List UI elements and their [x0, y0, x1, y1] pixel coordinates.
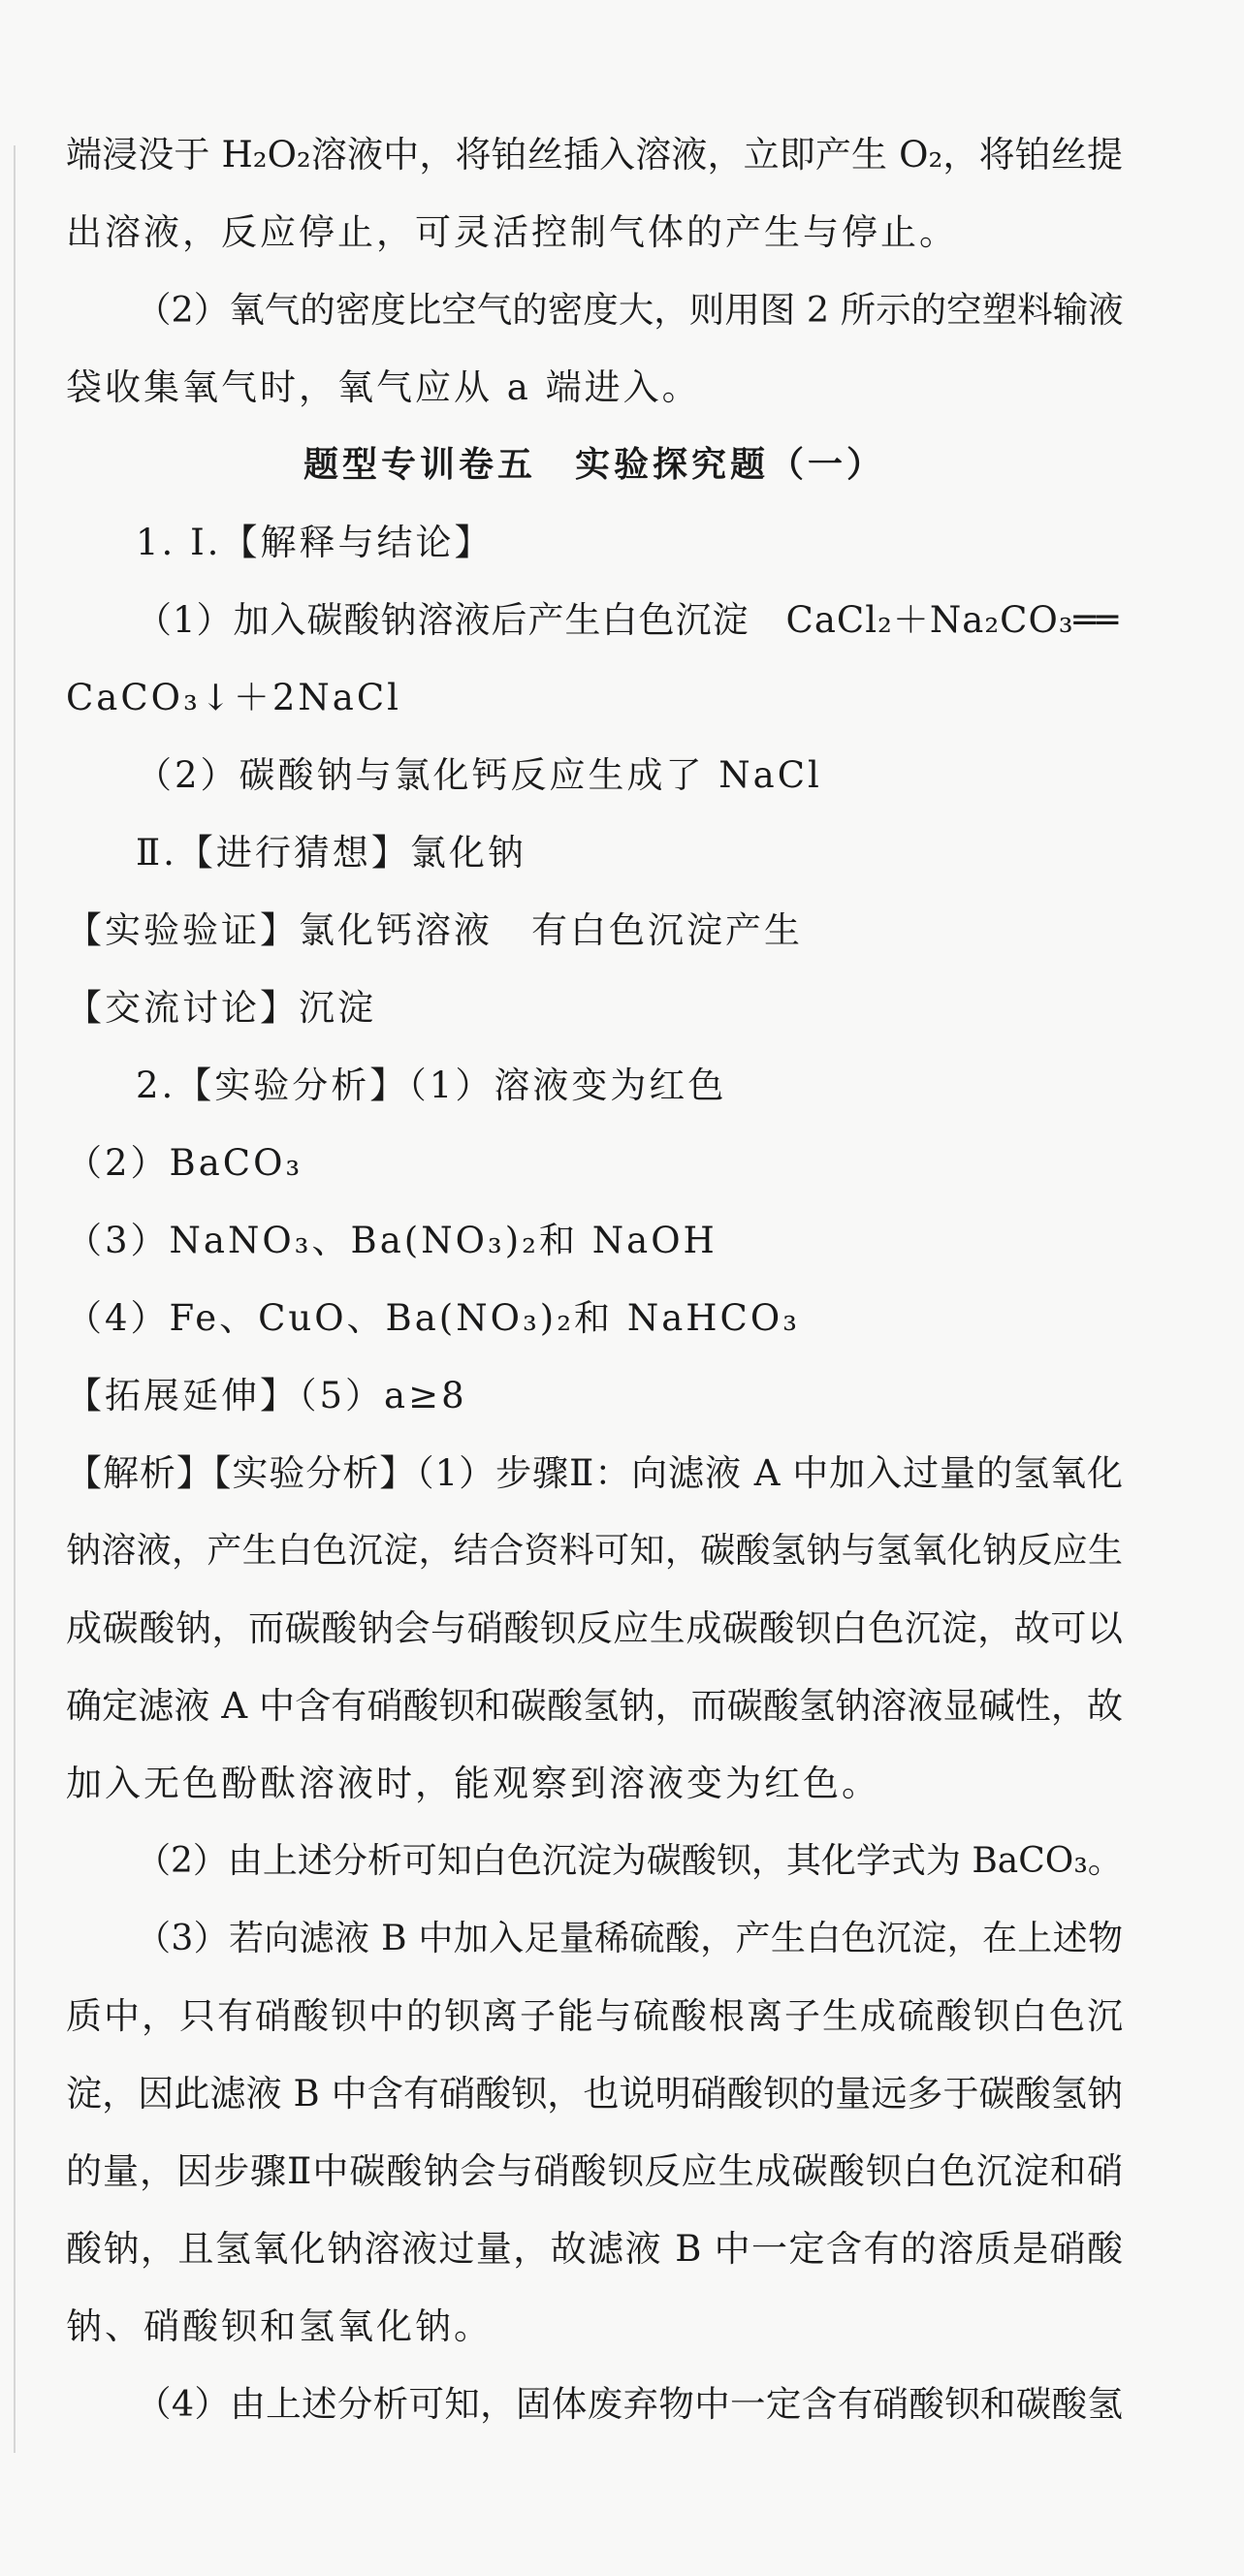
- text-line: （2）氧气的密度比空气的密度大，则用图 2 所示的空塑料输液: [136, 289, 1124, 331]
- document-page: [66, 116, 1123, 2443]
- text-line: 酸钠，且氢氧化钠溶液过量，故滤液 B 中一定含有的溶质是硝酸: [66, 2228, 1123, 2270]
- text-line: 端浸没于 H₂O₂溶液中，将铂丝插入溶液，立即产生 O₂，将铂丝提: [66, 134, 1123, 175]
- text-line: （4）Fe、CuO、Ba(NO₃)₂和 NaHCO₃: [66, 1297, 800, 1339]
- text-line: （4）由上述分析可知，固体废弃物中一定含有硝酸钡和碳酸氢: [136, 2383, 1123, 2425]
- text-line: 成碳酸钠，而碳酸钠会与硝酸钡反应生成碳酸钡白色沉淀，故可以: [66, 1607, 1123, 1649]
- text-line: 【拓展延伸】（5）a≥8: [66, 1375, 467, 1416]
- text-line: 确定滤液 A 中含有硝酸钡和碳酸氢钠，而碳酸氢钠溶液显碱性，故: [66, 1685, 1123, 1727]
- text-line: 【交流讨论】沉淀: [66, 987, 376, 1029]
- text-line: 【实验验证】氯化钙溶液 有白色沉淀产生: [66, 909, 803, 951]
- text-line: 钠溶液，产生白色沉淀，结合资料可知，碳酸氢钠与氢氧化钠反应生: [66, 1531, 1123, 1571]
- text-line: （1）加入碳酸钠溶液后产生白色沉淀 CaCl₂＋Na₂CO₃══: [136, 599, 1120, 641]
- text-line: 2.【实验分析】（1）溶液变为红色: [136, 1065, 727, 1106]
- text-line: （2）碳酸钠与氯化钙反应生成了 NaCl: [136, 754, 822, 796]
- text-line: 【解析】【实验分析】（1）步骤Ⅱ：向滤液 A 中加入过量的氢氧化: [66, 1452, 1123, 1494]
- text-line: 加入无色酚酞溶液时，能观察到溶液变为红色。: [66, 1763, 880, 1804]
- text-line: （3）若向滤液 B 中加入足量稀硫酸，产生白色沉淀，在上述物: [136, 1919, 1123, 1958]
- left-margin-rule: [14, 145, 16, 2453]
- text-line: 质中，只有硝酸钡中的钡离子能与硫酸根离子生成硫酸钡白色沉: [66, 1995, 1123, 2037]
- text-line: CaCO₃↓＋2NaCl: [66, 677, 401, 718]
- text-line: 钠、硝酸钡和氢氧化钠。: [66, 2306, 493, 2347]
- text-line: 淀，因此滤液 B 中含有硝酸钡，也说明硝酸钡的量远多于碳酸氢钠: [66, 2073, 1123, 2115]
- text-line: （2）BaCO₃: [66, 1142, 303, 1184]
- text-line: Ⅱ.【进行猜想】氯化钠: [136, 832, 526, 874]
- text-line: 袋收集氧气时，氧气应从 a 端进入。: [66, 366, 701, 408]
- text-line: （2）由上述分析可知白色沉淀为碳酸钡，其化学式为 BaCO₃。: [136, 1841, 1123, 1881]
- text-line: 的量，因步骤Ⅱ中碳酸钠会与硝酸钡反应生成碳酸钡白色沉淀和硝: [66, 2150, 1123, 2192]
- text-line: （3）NaNO₃、Ba(NO₃)₂和 NaOH: [66, 1220, 718, 1261]
- section-heading: 题型专训卷五 实验探究题（一）: [303, 445, 885, 485]
- text-line: 1. Ⅰ.【解释与结论】: [136, 522, 494, 563]
- text-line: 出溶液，反应停止，可灵活控制气体的产生与停止。: [66, 211, 958, 253]
